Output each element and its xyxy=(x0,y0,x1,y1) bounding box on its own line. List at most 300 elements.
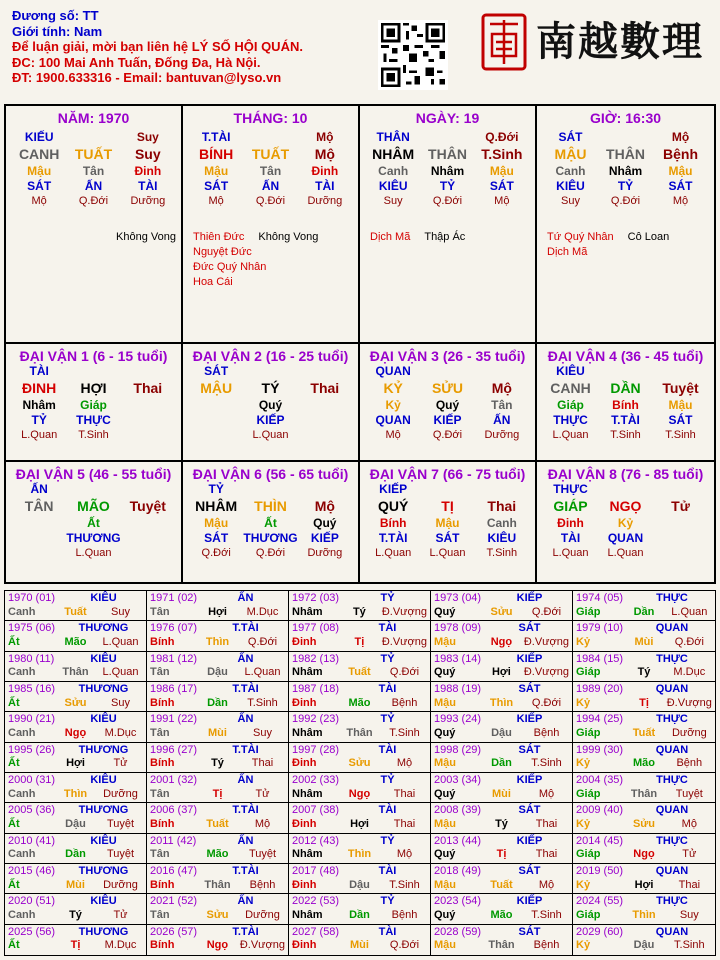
year-body xyxy=(434,757,569,771)
year-branch: Sửu xyxy=(632,817,655,830)
year-god: KIÊU xyxy=(90,713,117,726)
dai-van-god: TÀI xyxy=(29,364,49,378)
brand-logo-text: 南越數理 xyxy=(536,18,704,65)
year-branch: Tý xyxy=(69,908,82,921)
year-label: 2003 (34) xyxy=(434,774,482,786)
pillar-main-item: CANH xyxy=(18,146,60,162)
dai-van-gods-item: QUAN xyxy=(607,531,644,545)
year-cell xyxy=(5,591,147,621)
pillar-month xyxy=(183,106,360,344)
year-label: 1975 (06) xyxy=(8,622,56,635)
year-head xyxy=(434,895,569,909)
year-cell xyxy=(573,621,715,651)
pillar-phases-item: Q.Đới xyxy=(432,195,463,207)
year-body xyxy=(8,757,143,771)
year-phase: Mộ xyxy=(396,757,413,770)
year-god: THƯƠNG xyxy=(78,743,129,756)
year-body xyxy=(434,727,569,741)
year-body xyxy=(150,606,285,620)
dai-van-god: KIÊU xyxy=(556,364,585,378)
year-head xyxy=(150,774,285,788)
year-label: 2005 (36) xyxy=(8,804,56,817)
pillar-phases xyxy=(543,194,708,208)
dai-van-stems xyxy=(543,516,708,531)
year-cell xyxy=(289,682,431,712)
dai-van-gods-item: QUAN xyxy=(375,413,411,427)
dai-van-main xyxy=(366,497,529,516)
dai-van-stems-item: Mậu xyxy=(204,516,229,530)
year-god: KIẾP xyxy=(516,652,543,665)
year-body xyxy=(576,606,712,620)
year-stem: Quý xyxy=(434,848,456,861)
year-label: 2010 (41) xyxy=(8,834,56,847)
dai-van-stems-item: Quý xyxy=(313,516,337,530)
year-branch: Hợi xyxy=(350,817,369,830)
year-label: 1983 (14) xyxy=(434,652,482,665)
year-phase: Mộ xyxy=(681,817,697,830)
year-label: 2027 (58) xyxy=(292,925,340,938)
dai-van-stems-item: Bính xyxy=(379,516,407,530)
dai-van-phases xyxy=(189,546,352,560)
year-head xyxy=(150,744,285,758)
year-label: 2022 (53) xyxy=(292,895,340,908)
year-stem: Kỷ xyxy=(576,939,591,952)
year-label: 2006 (37) xyxy=(150,804,198,817)
qr-code-icon[interactable] xyxy=(378,20,448,90)
spacer xyxy=(243,482,297,497)
pillar-extras xyxy=(193,230,363,290)
year-head xyxy=(150,713,285,727)
dai-van-stems-item xyxy=(189,398,243,413)
year-phase: Tuyệt xyxy=(675,787,703,800)
dai-van-god: ẤN xyxy=(30,482,48,496)
year-god: ẤN xyxy=(237,895,254,908)
dai-van-stems-item xyxy=(121,398,175,413)
year-branch: Dậu xyxy=(633,939,655,952)
year-cell xyxy=(5,894,147,924)
year-label: 2017 (48) xyxy=(292,865,340,877)
pillar-top-item xyxy=(66,130,120,145)
dai-van-phases-item: T.Sinh xyxy=(78,429,109,441)
dai-van-title: ĐẠI VẬN 3 (26 - 35 tuổi) xyxy=(369,348,526,364)
year-body xyxy=(8,636,143,650)
pillar-stems-item: Đinh xyxy=(311,164,339,178)
pillar-top xyxy=(366,130,529,145)
year-god: THƯƠNG xyxy=(78,683,129,695)
year-body xyxy=(292,879,427,893)
dai-van-main-item: MÃO xyxy=(77,498,110,514)
dai-van-god-row xyxy=(366,364,529,379)
year-body xyxy=(292,848,427,862)
year-god: THỰC xyxy=(656,774,688,786)
year-god: ẤN xyxy=(237,774,254,786)
year-head xyxy=(434,683,569,697)
pillar-phases-item: Dưỡng xyxy=(130,195,166,207)
year-head xyxy=(292,895,427,909)
pillar-gods-item: ẤN xyxy=(84,179,103,193)
dai-van-god: KIẾP xyxy=(379,482,408,496)
year-body xyxy=(292,697,427,711)
year-god: THỰC xyxy=(656,895,688,908)
year-head xyxy=(292,744,427,758)
year-branch: Tị xyxy=(639,696,649,709)
pillar-phases-item: Mộ xyxy=(31,195,47,207)
dai-van-phases-item: Dưỡng xyxy=(307,547,343,559)
spacer xyxy=(420,364,474,379)
year-body xyxy=(576,879,712,893)
year-branch: Tý xyxy=(637,666,651,679)
dai-van-gods-item: TỶ xyxy=(31,413,47,427)
dai-van-main-item: TÂN xyxy=(24,498,54,514)
year-god: ẤN xyxy=(237,592,254,604)
dai-van-gods xyxy=(189,413,352,428)
year-phase: Đ.Vượng xyxy=(666,696,712,709)
year-body xyxy=(292,788,427,802)
dai-van-main-item: Tử xyxy=(671,498,690,514)
year-body xyxy=(150,697,285,711)
year-body xyxy=(150,757,285,771)
contact-line-1: Để luận giải, mời bạn liên hệ LÝ SỐ HỘI QUÁN. xyxy=(12,39,303,54)
year-branch: Tuất xyxy=(64,605,87,618)
year-stem: Đinh xyxy=(292,939,317,952)
year-stem: Tân xyxy=(150,666,170,679)
year-cell xyxy=(573,894,715,924)
year-label: 1999 (30) xyxy=(576,743,624,756)
year-cell xyxy=(573,925,715,955)
year-god: TÀI xyxy=(378,804,397,817)
year-god: TÀI xyxy=(378,622,397,635)
year-branch: Mão xyxy=(64,635,87,648)
year-body xyxy=(434,879,569,893)
dai-van-main-item: CANH xyxy=(550,380,591,396)
year-body xyxy=(150,666,285,680)
year-phase: Bệnh xyxy=(391,908,418,921)
year-head xyxy=(576,622,712,636)
year-branch: Dần xyxy=(633,605,655,618)
extra-star-right: Thập Ác xyxy=(424,231,466,243)
year-cell xyxy=(289,712,431,742)
dai-van-phases-item xyxy=(121,546,175,560)
year-stem: Đinh xyxy=(292,817,317,830)
year-head xyxy=(576,895,712,909)
year-head xyxy=(292,804,427,818)
year-body xyxy=(576,818,712,832)
year-cell xyxy=(147,834,289,864)
pillar-top-item: Mộ xyxy=(316,130,334,144)
pillar-title: GIỜ: 16:30 xyxy=(589,110,662,126)
year-stem: Quý xyxy=(434,908,456,921)
year-body xyxy=(434,939,569,953)
dai-van-phases-item: L.Quan xyxy=(75,547,112,559)
year-label: 2014 (45) xyxy=(576,834,624,847)
spacer xyxy=(121,364,175,379)
year-cell xyxy=(431,773,573,803)
year-stem: Nhâm xyxy=(292,908,323,921)
dai-van-gods xyxy=(366,413,529,428)
pillar-stems xyxy=(543,164,708,179)
dai-van-title: ĐẠI VẬN 5 (46 - 55 tuổi) xyxy=(15,466,172,482)
pillar-top-item: Q.Đới xyxy=(485,130,519,144)
year-head xyxy=(434,592,569,606)
dai-van-main-item: HỢI xyxy=(80,380,107,396)
year-head xyxy=(8,683,143,697)
dai-van-gods xyxy=(189,531,352,546)
year-head xyxy=(292,683,427,697)
year-god: QUAN xyxy=(655,683,689,695)
annual-luck-grid xyxy=(4,590,716,956)
year-body xyxy=(434,909,569,923)
year-cell xyxy=(147,621,289,651)
year-body xyxy=(292,636,427,650)
dai-van-main-item: Thai xyxy=(487,498,517,514)
year-branch: Thìn xyxy=(489,696,514,709)
year-stem: Mậu xyxy=(434,635,456,648)
year-phase: Tử xyxy=(255,787,270,800)
dai-van-7 xyxy=(360,462,537,582)
year-branch: Ngọ xyxy=(490,635,513,648)
pillar-stems-item: Mậu xyxy=(27,164,52,178)
year-body xyxy=(434,818,569,832)
year-label: 2011 (42) xyxy=(150,834,197,847)
dai-van-stems-item: Đinh xyxy=(557,516,584,530)
dai-van-main-item: TỊ xyxy=(441,498,454,514)
dai-van-main-item: Tuyệt xyxy=(662,380,699,396)
year-branch: Thìn xyxy=(205,635,230,648)
year-label: 2000 (31) xyxy=(8,774,56,786)
year-god: TÀI xyxy=(378,683,397,695)
year-head xyxy=(8,592,143,606)
year-branch: Dậu xyxy=(349,878,370,891)
year-label: 2015 (46) xyxy=(8,865,56,877)
pillar-stems-item: Canh xyxy=(378,164,409,178)
year-stem: Giáp xyxy=(576,848,601,861)
year-stem: Quý xyxy=(434,666,456,679)
dai-van-phases xyxy=(189,428,352,442)
year-cell xyxy=(289,894,431,924)
dai-van-gods-item: T.TÀI xyxy=(611,413,640,427)
pillar-year xyxy=(6,106,183,344)
dai-van-stems-item: Quý xyxy=(435,398,460,412)
dai-van-stems-item: Tân xyxy=(491,398,513,412)
year-branch: Sửu xyxy=(348,757,371,770)
year-label: 1993 (24) xyxy=(434,713,482,726)
year-god: KIÊU xyxy=(90,774,117,786)
year-phase: Q.Đới xyxy=(674,635,704,648)
spacer xyxy=(475,364,529,379)
dai-van-4 xyxy=(537,344,714,462)
year-cell xyxy=(289,834,431,864)
pillar-stems-item: Nhâm xyxy=(608,164,643,178)
pillar-gods-item: SÁT xyxy=(668,179,693,193)
year-branch: Ngọ xyxy=(633,848,655,861)
year-label: 1971 (02) xyxy=(150,592,198,604)
year-stem: Đinh xyxy=(292,696,317,709)
year-cell xyxy=(431,834,573,864)
pillar-gods-item: TÀI xyxy=(315,179,335,193)
pillar-stems-item: Tân xyxy=(82,164,105,178)
dai-van-phases xyxy=(366,546,529,560)
extras-row xyxy=(547,245,717,260)
year-phase: T.Sinh xyxy=(531,908,562,921)
dai-van-stems-item: Bính xyxy=(612,398,639,412)
year-branch: Tị xyxy=(354,635,365,648)
year-cell xyxy=(431,682,573,712)
year-label: 2029 (60) xyxy=(576,925,624,938)
dai-van-stems xyxy=(12,516,175,531)
year-head xyxy=(434,774,569,788)
year-phase: Suy xyxy=(679,908,699,921)
year-head xyxy=(150,592,285,606)
pillar-top-item: Mộ xyxy=(671,130,690,144)
dai-van-stems xyxy=(543,398,708,413)
chart-main-grid xyxy=(4,104,716,584)
dai-van-stems-item: Mậu xyxy=(435,516,460,530)
contact-phone-email[interactable]: ĐT: 1900.633316 - Email: bantuvan@lyso.vn xyxy=(12,70,282,85)
year-cell xyxy=(573,834,715,864)
year-phase: M.Dục xyxy=(673,666,706,679)
year-phase: T.Sinh xyxy=(389,878,420,891)
year-label: 1987 (18) xyxy=(292,683,340,695)
year-stem: Bính xyxy=(150,817,175,830)
pillar-top xyxy=(543,130,708,145)
year-branch: Dậu xyxy=(491,726,512,739)
year-cell xyxy=(5,834,147,864)
year-god: THỰC xyxy=(656,713,688,726)
dai-van-stems xyxy=(366,398,529,413)
pillar-gods xyxy=(12,179,175,194)
dai-van-main-item: ĐINH xyxy=(22,380,57,396)
year-phase: Thai xyxy=(535,848,558,861)
dai-van-gods-item xyxy=(121,413,175,428)
pillar-top-item: KIẾU xyxy=(24,130,54,144)
year-cell xyxy=(289,652,431,682)
year-label: 1985 (16) xyxy=(8,683,56,695)
year-stem: Kỷ xyxy=(576,757,591,770)
year-god: KIẾP xyxy=(516,895,543,908)
pillar-phases-item: Q.Đới xyxy=(78,195,109,207)
year-label: 2024 (55) xyxy=(576,895,624,908)
year-stem: Quý xyxy=(434,787,456,800)
dai-van-god-row xyxy=(12,482,175,497)
year-head xyxy=(434,713,569,727)
dai-van-main-item: NHÂM xyxy=(195,498,238,514)
year-phase: Bệnh xyxy=(249,878,276,891)
year-head xyxy=(576,774,712,788)
year-god: SÁT xyxy=(518,925,541,938)
dai-van-phases-item xyxy=(189,428,243,442)
extra-star-right: Cô Loan xyxy=(627,231,670,243)
year-branch: Mùi xyxy=(350,939,369,952)
year-god: T.TÀI xyxy=(232,683,259,695)
year-cell xyxy=(431,743,573,773)
header-info xyxy=(12,8,352,86)
dai-van-title: ĐẠI VẬN 8 (76 - 85 tuổi) xyxy=(547,466,704,482)
year-cell xyxy=(431,591,573,621)
year-stem: Canh xyxy=(8,848,36,861)
year-label: 2026 (57) xyxy=(150,925,198,938)
year-stem: Đinh xyxy=(292,757,317,770)
year-branch: Sửu xyxy=(206,908,229,921)
dai-van-gods xyxy=(12,413,175,428)
year-label: 1995 (26) xyxy=(8,743,56,756)
dai-van-phases-item: Mộ xyxy=(385,429,401,441)
year-god: ẤN xyxy=(237,652,254,665)
year-god: QUAN xyxy=(655,865,689,877)
dai-van-phases xyxy=(12,546,175,560)
year-branch: Tị xyxy=(212,787,223,800)
year-label: 2016 (47) xyxy=(150,865,198,877)
year-body xyxy=(434,606,569,620)
year-stem: Nhâm xyxy=(292,848,323,861)
dai-van-main-item: KỶ xyxy=(383,380,403,396)
dai-van-gods-item: SÁT xyxy=(668,413,693,427)
year-phase: Thai xyxy=(251,757,274,770)
year-stem: Tân xyxy=(150,908,170,921)
year-god: QUAN xyxy=(655,622,689,635)
year-head xyxy=(434,865,569,879)
year-branch: Tị xyxy=(70,939,81,952)
year-stem: Giáp xyxy=(576,726,601,739)
year-branch: Mùi xyxy=(208,726,227,739)
pillar-gods-item: KIÊU xyxy=(556,179,585,193)
year-stem: Mậu xyxy=(434,817,456,830)
extras-row xyxy=(193,245,363,260)
year-stem: Mậu xyxy=(434,878,456,891)
year-phase: Đ.Vượng xyxy=(239,939,285,952)
ma-so-label: Đương số: xyxy=(12,8,80,23)
pillar-hour xyxy=(537,106,714,344)
year-branch: Dần xyxy=(491,757,512,770)
dai-van-main-item: MẬU xyxy=(200,380,233,396)
year-body xyxy=(292,757,427,771)
year-head xyxy=(8,895,143,909)
year-stem: Tân xyxy=(150,787,170,800)
year-label: 1981 (12) xyxy=(150,652,198,665)
year-cell xyxy=(289,621,431,651)
year-phase: T.Sinh xyxy=(531,757,562,770)
year-stem: Ất xyxy=(8,817,20,830)
dai-van-stems-item: Giáp xyxy=(80,398,107,412)
year-god: THỰC xyxy=(656,652,688,665)
year-cell xyxy=(573,803,715,833)
year-cell xyxy=(573,682,715,712)
year-stem: Đinh xyxy=(292,635,317,648)
year-stem: Nhâm xyxy=(292,787,323,800)
year-body xyxy=(8,788,143,802)
year-cell xyxy=(431,712,573,742)
pillar-top-item xyxy=(420,130,474,145)
year-stem: Canh xyxy=(8,908,36,921)
dai-van-gods xyxy=(12,531,175,546)
spacer xyxy=(653,364,708,379)
year-god: TỶ xyxy=(380,713,395,726)
dai-van-main-item: TÝ xyxy=(261,380,280,396)
extras-row xyxy=(193,260,363,275)
year-stem: Ất xyxy=(8,757,20,770)
year-label: 2025 (56) xyxy=(8,925,56,938)
spacer xyxy=(598,364,653,379)
year-head xyxy=(576,683,712,697)
year-branch: Ngọ xyxy=(206,939,229,952)
dai-van-title: ĐẠI VẬN 4 (36 - 45 tuổi) xyxy=(547,348,704,364)
year-body xyxy=(576,939,712,953)
year-head xyxy=(8,865,143,879)
year-god: T.TÀI xyxy=(232,865,259,877)
year-stem: Nhâm xyxy=(292,605,323,618)
year-body xyxy=(150,879,285,893)
year-cell xyxy=(573,712,715,742)
year-branch: Dần xyxy=(349,908,370,921)
